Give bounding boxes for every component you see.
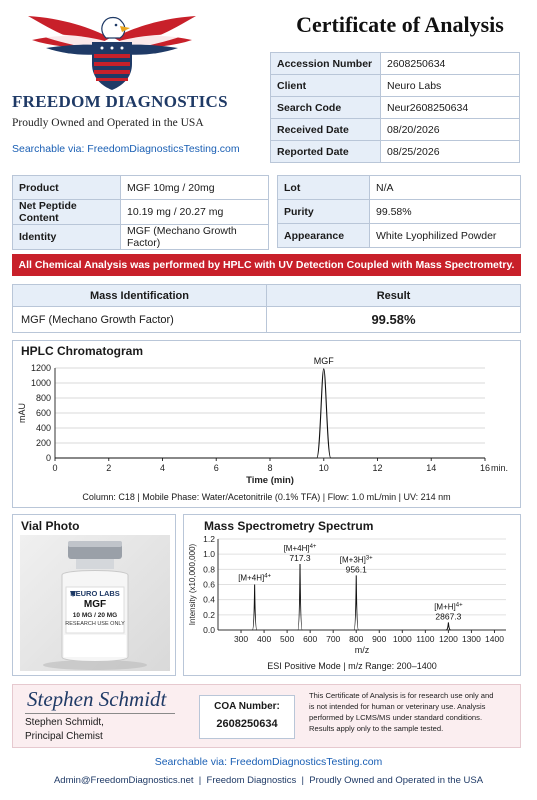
- hplc-y-tick-label: 400: [35, 423, 51, 433]
- product-value: White Lyophilized Powder: [370, 224, 521, 248]
- info-value: Neur2608250634: [381, 97, 520, 119]
- info-row: [271, 75, 520, 97]
- ms-x-tick-label: 1200: [438, 634, 458, 644]
- ms-peak-charge: 4+: [309, 544, 317, 551]
- hplc-chart: [13, 341, 520, 507]
- ms-y-tick-label: 0.0: [203, 625, 215, 635]
- ms-x-tick-label: 300: [233, 634, 249, 644]
- ms-peak-ion: [M+4H]: [238, 573, 265, 583]
- ms-x-tick-label: 800: [349, 634, 364, 644]
- info-row: [271, 119, 520, 141]
- ms-x-axis-label: m/z: [354, 645, 370, 655]
- hplc-y-tick-label: 1000: [30, 378, 51, 388]
- ms-x-tick-label: 500: [280, 634, 295, 644]
- product-key: Product: [13, 176, 121, 200]
- ms-y-tick-label: 0.6: [203, 579, 215, 590]
- vial-label-product: MGF: [83, 599, 107, 610]
- disclaimer-line: performed by LCMS/MS under standard conditions.: [309, 713, 483, 722]
- result-col-header: Result: [267, 285, 521, 307]
- product-row: [13, 176, 269, 200]
- company-logo: [22, 8, 202, 90]
- vial-label-note: RESEARCH USE ONLY: [65, 621, 125, 627]
- disclaimer-text: [309, 690, 519, 734]
- vial-photo: [20, 535, 170, 671]
- signer-name: Stephen Schmidt,: [25, 717, 104, 728]
- ms-x-tick-label: 400: [256, 634, 272, 644]
- hplc-y-axis-label: mAU: [17, 403, 27, 423]
- mass-id-body: [13, 285, 521, 333]
- hplc-x-tick-label: 4: [159, 463, 166, 473]
- hplc-peak-label: MGF: [313, 355, 334, 366]
- ms-y-tick-label: 0.2: [203, 609, 215, 620]
- hplc-title: HPLC Chromatogram: [21, 344, 144, 358]
- ms-y-tick-label: 1.0: [203, 549, 215, 560]
- info-row: [271, 141, 520, 163]
- accession-info-body: [271, 53, 520, 163]
- ms-peak: [252, 585, 256, 631]
- ms-peak: [298, 564, 302, 630]
- info-key: Reported Date: [271, 141, 381, 163]
- vial-title: Vial Photo: [21, 519, 80, 533]
- signature-line: [25, 713, 175, 714]
- info-value: 08/20/2026: [381, 119, 520, 141]
- document-title: Certificate of Analysis: [296, 12, 504, 37]
- company-tagline: Proudly Owned and Operated in the USA: [12, 117, 204, 129]
- hplc-y-tick-label: 0: [45, 453, 51, 463]
- ms-peak-charge: 3+: [365, 555, 373, 562]
- product-value: N/A: [370, 176, 521, 200]
- hplc-x-tick-label: 14: [426, 463, 437, 473]
- info-row: [271, 53, 520, 75]
- disclaimer-line: This Certificate of Analysis is for research use only and: [309, 691, 494, 700]
- product-row: [278, 224, 521, 248]
- coa-label: COA Number:: [214, 701, 280, 712]
- hplc-x-tick-label: 6: [213, 463, 219, 473]
- vial-label-brand: NEURO LABS: [70, 589, 120, 598]
- ms-peak-mz-label: 956.1: [345, 564, 367, 575]
- hplc-panel: [12, 340, 521, 508]
- mass-id-result: 99.58%: [267, 307, 521, 333]
- ms-peak-ion: [M+4H]: [283, 544, 310, 554]
- ms-peak: [354, 575, 358, 630]
- product-right-body: [278, 176, 521, 248]
- hplc-x-tick-label: 0: [52, 463, 58, 473]
- footer-searchable-link[interactable]: Searchable via: FreedomDiagnosticsTesting.com: [154, 756, 383, 768]
- method-banner-text: All Chemical Analysis was performed by HPLC with UV Detection Coupled with Mass Spectrometry.: [18, 259, 515, 271]
- product-key: Purity: [278, 200, 370, 224]
- ms-x-tick-label: 700: [326, 634, 341, 644]
- disclaimer-line: is not intended for human or veterinary use. Analysis: [309, 702, 486, 711]
- info-row: [271, 97, 520, 119]
- mass-spec-chart: [184, 515, 520, 675]
- product-key: Identity: [13, 225, 121, 250]
- product-value: MGF 10mg / 20mg: [121, 176, 269, 200]
- company-name: FREEDOM DIAGNOSTICS: [12, 92, 228, 111]
- mass-spec-panel: [183, 514, 521, 676]
- product-key: Lot: [278, 176, 370, 200]
- accession-info-table: [270, 52, 520, 163]
- ms-y-tick-label: 0.8: [203, 564, 215, 575]
- product-key: Net Peptide Content: [13, 200, 121, 225]
- ms-x-tick-label: 600: [303, 634, 318, 644]
- vial-label-dose: 10 MG / 20 MG: [72, 612, 118, 619]
- product-value: MGF (Mechano Growth Factor): [121, 225, 269, 250]
- info-key: Search Code: [271, 97, 381, 119]
- hplc-x-tick-label: 16: [479, 463, 491, 473]
- eagle-flag-logo-icon: [22, 8, 202, 90]
- ms-y-tick-label: 1.2: [203, 534, 215, 544]
- info-value: 2608250634: [381, 53, 520, 75]
- ms-peak: [446, 622, 450, 630]
- hplc-x-tick-label: 10: [318, 463, 329, 473]
- ms-x-tick-label: 1400: [485, 634, 504, 644]
- ms-peak-ion-label: [340, 555, 373, 564]
- ms-footer: ESI Positive Mode | m/z Range: 200–1400: [267, 661, 437, 671]
- ms-peak-ion: [M+3H]: [339, 555, 366, 565]
- ms-peak-charge: 4+: [455, 602, 463, 609]
- product-row: [278, 200, 521, 224]
- mass-id-col-header: Mass Identification: [13, 285, 267, 307]
- ms-peak-mz-label: 717.3: [289, 553, 311, 564]
- hplc-x-tick-label: 8: [267, 463, 273, 473]
- info-key: Received Date: [271, 119, 381, 141]
- ms-x-tick-label: 900: [372, 634, 387, 644]
- ms-x-tick-label: 1300: [461, 634, 481, 644]
- product-value: 99.58%: [370, 200, 521, 224]
- product-left-body: [13, 176, 269, 250]
- hplc-x-tick-label: 12: [372, 463, 383, 473]
- ms-y-tick-label: 0.4: [203, 594, 215, 605]
- ms-peak-ion: [M+H]: [434, 602, 456, 612]
- signature-script: Stephen Schmidt: [27, 687, 167, 711]
- ms-y-axis-label: Intensity (x10,000,000): [188, 543, 197, 626]
- ms-peak-mz-label: 2867.3: [435, 611, 462, 622]
- product-row: [13, 225, 269, 250]
- signer-role: Principal Chemist: [25, 731, 103, 742]
- hplc-y-tick-label: 600: [35, 408, 51, 418]
- hplc-y-tick-label: 800: [35, 393, 51, 403]
- hplc-x-axis-label: Time (min): [246, 475, 294, 486]
- ms-peak-charge: 4+: [264, 573, 272, 580]
- mass-id-row: [13, 307, 521, 333]
- info-value: 08/25/2026: [381, 141, 520, 163]
- vial-panel: [12, 514, 176, 676]
- disclaimer-line: Results apply only to the sample tested.: [309, 724, 444, 733]
- ms-peak-ion-label: [434, 602, 463, 611]
- product-row: [278, 176, 521, 200]
- coa-number-box: [199, 695, 295, 739]
- hplc-y-tick-label: 200: [35, 438, 51, 448]
- product-table-right: [277, 175, 521, 248]
- product-table-left: [12, 175, 269, 250]
- mass-id-name: MGF (Mechano Growth Factor): [13, 307, 267, 333]
- footer-contact: Admin@FreedomDiagnostics.net | Freedom Diagnostics | Proudly Owned and Operated in the USA: [53, 775, 484, 786]
- signature-block: [12, 684, 521, 748]
- ms-title: Mass Spectrometry Spectrum: [204, 519, 374, 533]
- ms-peak-ion-label: [284, 544, 317, 553]
- info-value: Neuro Labs: [381, 75, 520, 97]
- product-row: [13, 200, 269, 225]
- mass-identification-table: [12, 284, 521, 333]
- product-value: 10.19 mg / 20.27 mg: [121, 200, 269, 225]
- coa-value: 2608250634: [216, 718, 278, 730]
- ms-peak-ion-label: [238, 574, 271, 583]
- header-searchable-link[interactable]: Searchable via: FreedomDiagnosticsTesting.com: [12, 143, 240, 155]
- hplc-x-tick-label: 2: [106, 463, 112, 473]
- hplc-y-tick-label: 1200: [30, 363, 51, 373]
- hplc-footer: Column: C18 | Mobile Phase: Water/Acetonitrile (0.1% TFA) | Flow: 1.0 mL/min | UV: 214 nm: [82, 492, 451, 502]
- ms-x-tick-label: 1000: [392, 634, 412, 644]
- method-banner: [12, 254, 521, 276]
- info-key: Accession Number: [271, 53, 381, 75]
- info-key: Client: [271, 75, 381, 97]
- hplc-x-unit-label: min.: [491, 463, 509, 473]
- product-key: Appearance: [278, 224, 370, 248]
- mass-id-header-row: [13, 285, 521, 307]
- ms-x-tick-label: 1100: [416, 634, 435, 644]
